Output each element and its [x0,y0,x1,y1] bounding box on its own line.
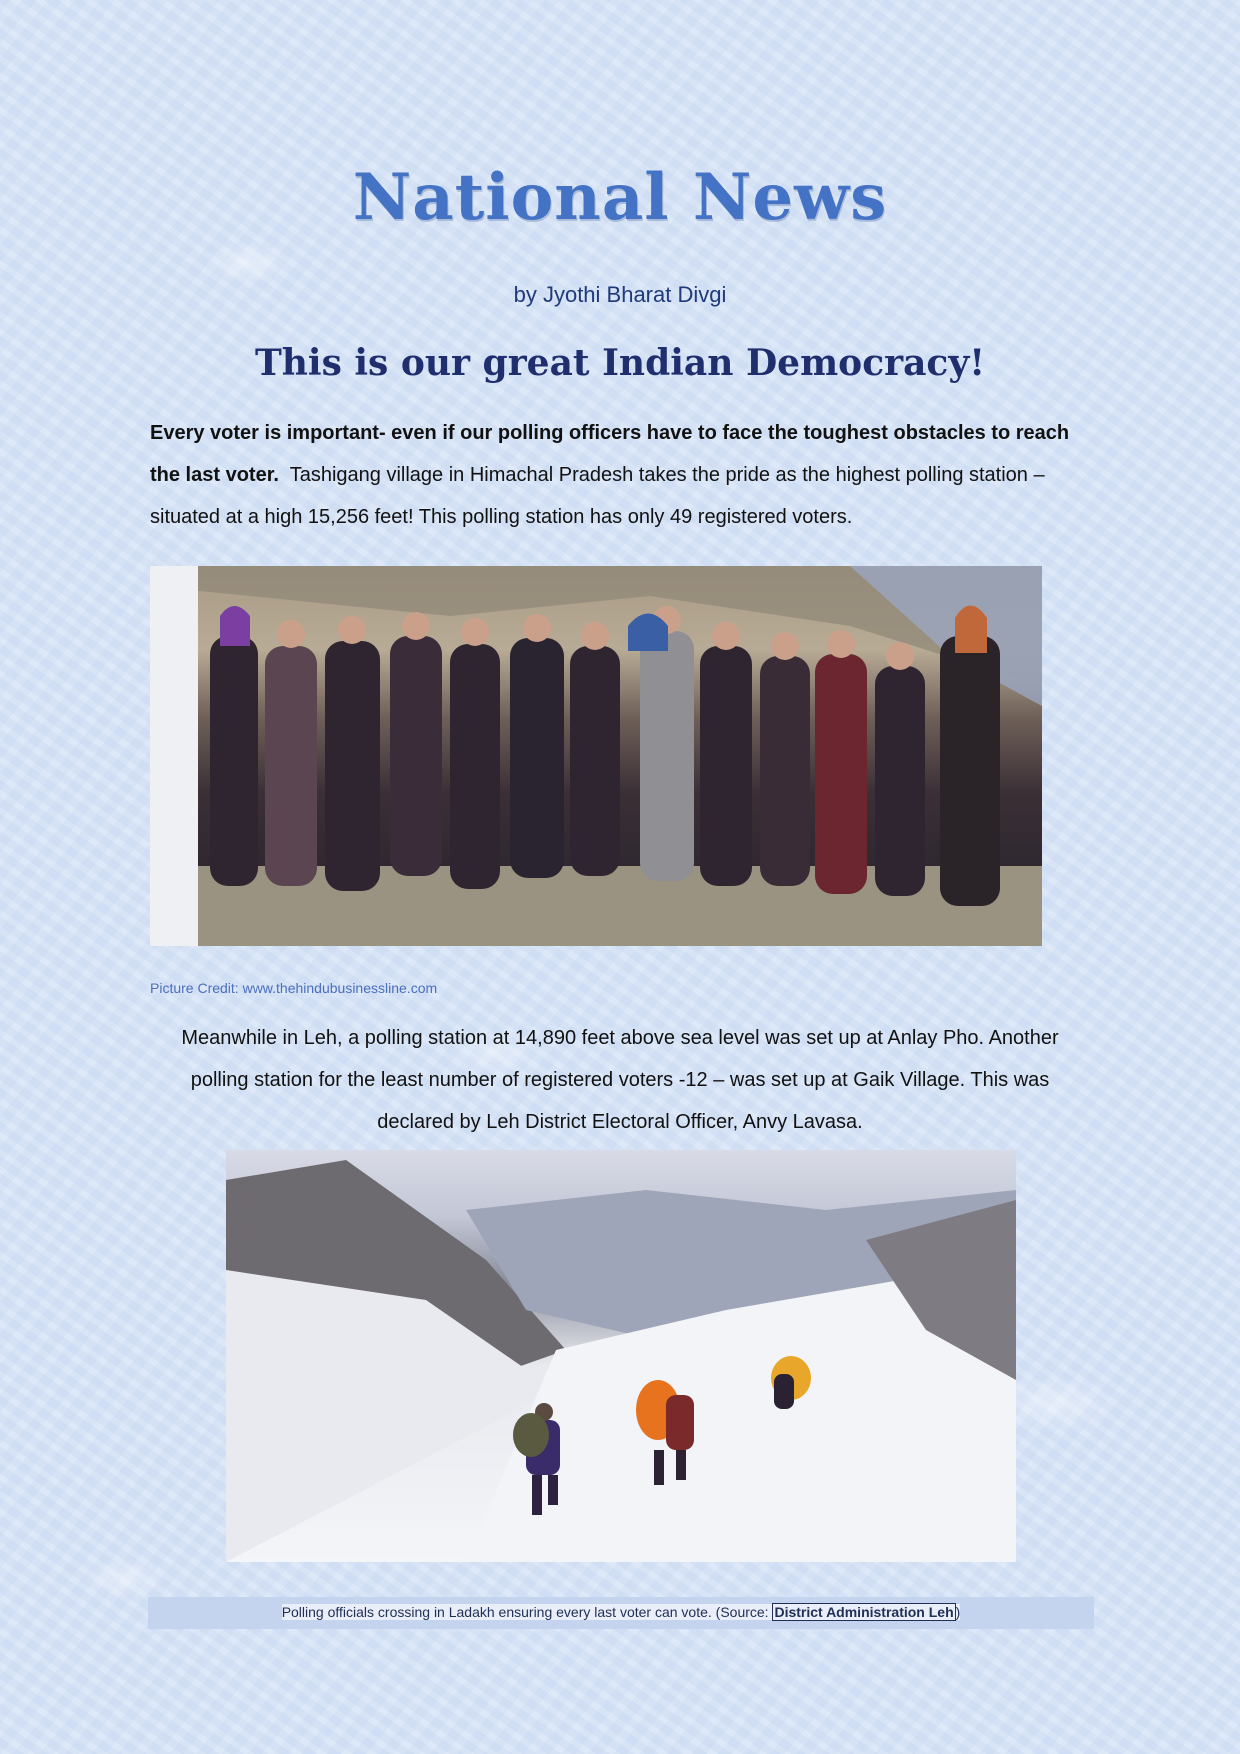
voters-queue-illustration [150,566,1042,946]
ladakh-snow-photo [226,1150,1016,1562]
intro-bold-text: Every voter is important- even if our polling officers have to face the toughest obstacles to reach the last voter. [150,422,1070,486]
photo-credit: Picture Credit: www.thehindubusinessline.com [150,980,438,996]
byline: by Jyothi Bharat Divgi [513,282,727,307]
intro-paragraph [150,412,1090,538]
article-headline: This is our great Indian Democracy! [254,342,986,384]
leh-paragraph: Meanwhile in Leh, a polling station at 14,890 feet above sea level was set up at Anlay Pho. Another polling station for the least number of registered voters -12 – was set up at Gaik Village. This was declared by Leh District Electoral Officer, Anvy Lavasa. [181,1027,1059,1133]
photo-caption-bar [148,1597,1094,1629]
caption-end: ) [955,1604,961,1620]
voters-queue-photo [150,566,1042,946]
caption-source-link[interactable]: District Administration Leh [774,1604,954,1620]
snow-mountain-illustration [226,1150,1016,1562]
page-title: National News [352,160,888,235]
caption-text: Polling officials crossing in Ladakh ensuring every last voter can vote. (Source: [281,1604,773,1620]
intro-text: Tashigang village in Himachal Pradesh takes the pride as the highest polling station – situated at a high 15,256 feet! This polling station has only 49 registered voters. [150,464,1045,528]
photo-caption [148,1604,1094,1620]
